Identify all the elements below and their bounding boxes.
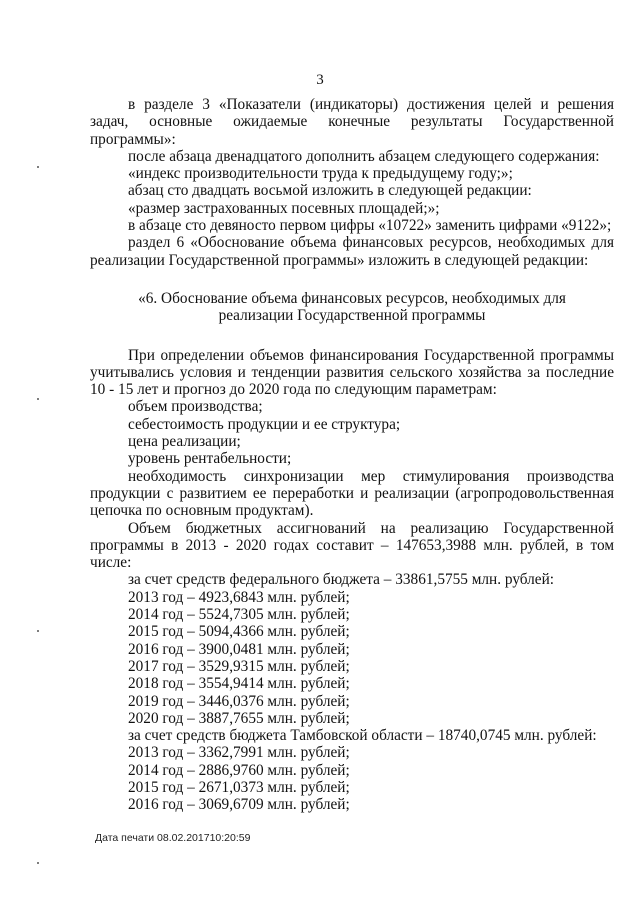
page-number: 3	[316, 72, 324, 88]
regional-year: 2013 год – 3362,7991 млн. рублей;	[128, 744, 350, 762]
intro-line: задач, основные ожидаемые конечные результаты Государственной	[90, 113, 614, 131]
margin-mark	[37, 630, 39, 632]
volume-line: числе:	[90, 554, 132, 572]
volume-line: программы в 2013 - 2020 годах составит – 147653,3988 млн. рублей, в том	[90, 536, 614, 554]
federal-year: 2020 год – 3887,7655 млн. рублей;	[128, 709, 350, 727]
regional-year: 2016 год – 3069,6709 млн. рублей;	[128, 796, 350, 814]
volume-line: Объем бюджетных ассигнований на реализацию Государственной	[128, 519, 614, 537]
paragraph-line: 10 - 15 лет и прогноз до 2020 года по следующим параметрам:	[90, 381, 497, 399]
intro-line: программы»:	[90, 130, 176, 148]
section6-line: реализации Государственной программы» изложить в следующей редакции:	[90, 251, 589, 269]
margin-mark	[37, 862, 39, 864]
necessity-line: продукции с развитием ее переработки и реализации (агропродовольственная	[90, 484, 614, 502]
param-item: цена реализации;	[128, 433, 241, 451]
paragraph-line: учитывались условия и тенденции развития сельского хозяйства за последние	[90, 363, 614, 381]
federal-title: за счет средств федерального бюджета – 33861,5755 млн. рублей:	[128, 571, 555, 589]
federal-year: 2015 год – 5094,4366 млн. рублей;	[128, 623, 350, 641]
margin-mark	[37, 398, 39, 400]
section-heading	[90, 290, 614, 325]
federal-year: 2018 год – 3554,9414 млн. рублей;	[128, 675, 350, 693]
federal-year: 2017 год – 3529,9315 млн. рублей;	[128, 657, 350, 675]
necessity-line: необходимость синхронизации мер стимулирования производства	[128, 467, 614, 485]
margin-mark	[37, 166, 39, 168]
heading-line: «6. Обоснование объема финансовых ресурсов, необходимых для	[138, 289, 566, 307]
necessity-line: цепочка по основным продуктам).	[90, 502, 314, 520]
regional-title: за счет средств бюджета Тамбовской области – 18740,0745 млн. рублей:	[128, 727, 597, 745]
param-item: объем производства;	[128, 398, 263, 416]
document-body	[90, 96, 614, 814]
federal-year: 2016 год – 3900,0481 млн. рублей;	[128, 640, 350, 658]
paragraph-line: При определении объемов финансирования Государственной программы	[128, 346, 614, 364]
change-item: абзац сто двадцать восьмой изложить в следующей редакции:	[128, 182, 532, 200]
change-item: в абзаце сто девяносто первом цифры «10722» заменить цифрами «9122»;	[128, 217, 612, 235]
regional-year: 2015 год – 2671,0373 млн. рублей;	[128, 778, 350, 796]
federal-year: 2014 год – 5524,7305 млн. рублей;	[128, 606, 350, 624]
change-item: «размер застрахованных посевных площадей;»;	[128, 199, 440, 217]
print-date-footer: Дата печати 08.02.201710:20:59	[95, 832, 251, 844]
param-item: себестоимость продукции и ее структура;	[128, 415, 401, 433]
federal-year: 2019 год – 3446,0376 млн. рублей;	[128, 692, 350, 710]
section6-line: раздел 6 «Обоснование объема финансовых ресурсов, необходимых для	[128, 234, 614, 252]
intro-line: в разделе 3 «Показатели (индикаторы) достижения целей и решения	[128, 96, 614, 113]
param-item: уровень рентабельности;	[128, 450, 292, 468]
change-item: «индекс производительности труда к предыдущему году;»;	[128, 165, 513, 183]
federal-year: 2013 год – 4923,6843 млн. рублей;	[128, 588, 350, 606]
change-item: после абзаца двенадцатого дополнить абзацем следующего содержания:	[128, 147, 600, 165]
regional-year: 2014 год – 2886,9760 млн. рублей;	[128, 761, 350, 779]
heading-line: реализации Государственной программы	[218, 307, 486, 325]
